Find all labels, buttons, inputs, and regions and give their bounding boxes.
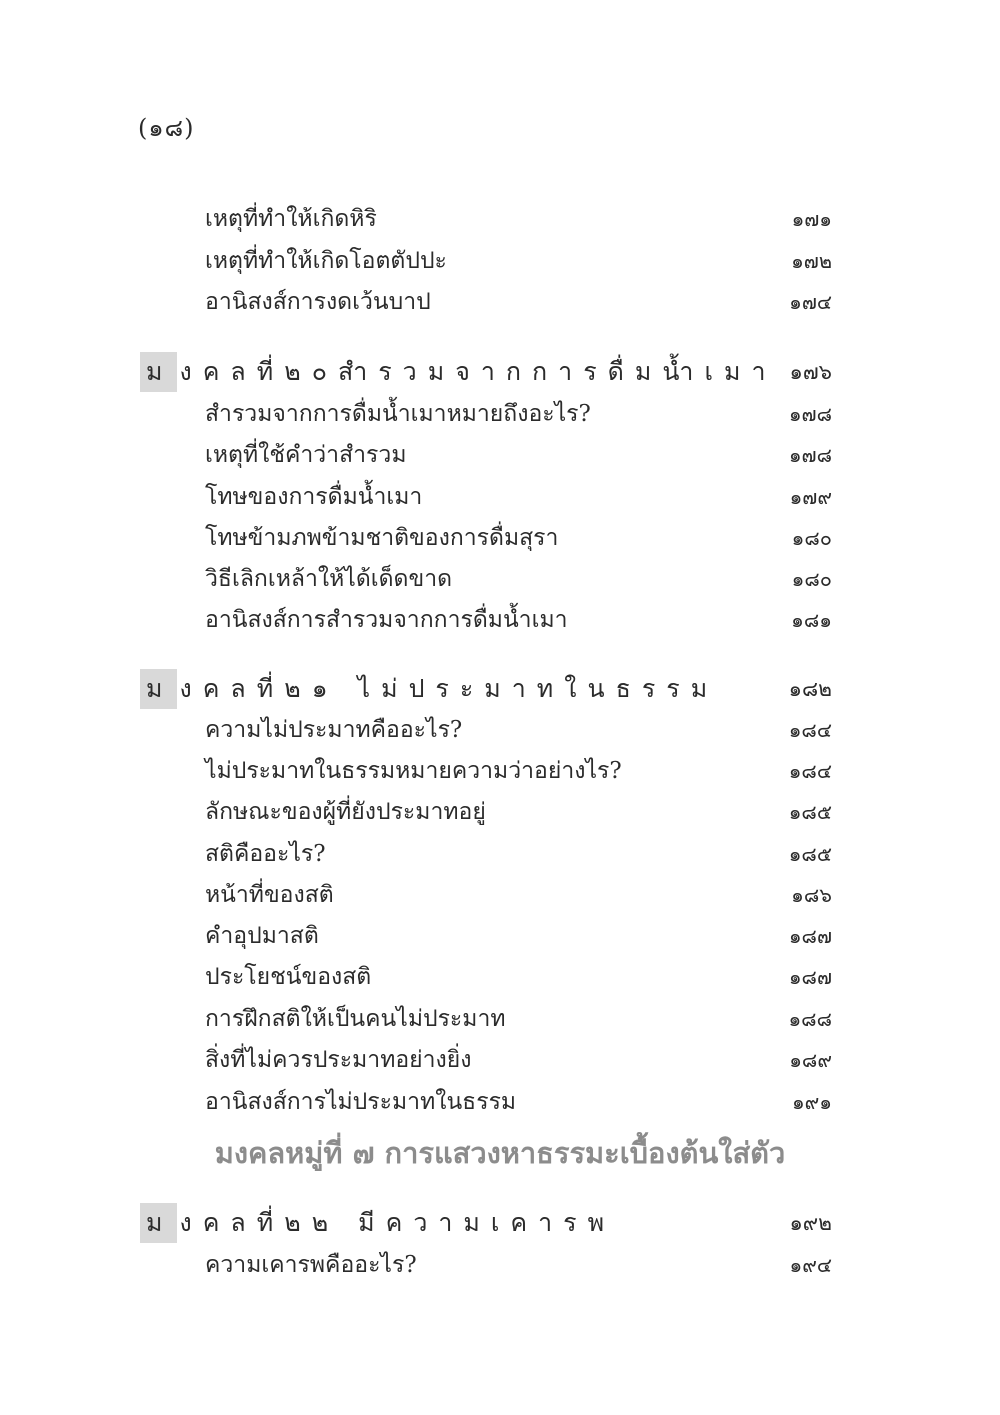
chapter-title-rest: งคลที่๒๐สำรวมจากการดื่มน้ำเมา <box>179 357 777 386</box>
chapter-page: ๑๗๖ <box>789 360 832 384</box>
toc-item-page: ๑๙๔ <box>789 1253 832 1277</box>
chapter-page: ๑๘๒ <box>788 677 832 701</box>
toc-item-page: ๑๘๘ <box>788 1007 832 1031</box>
toc-item[interactable] <box>0 280 1000 320</box>
toc-item[interactable] <box>0 1243 1000 1283</box>
toc-item-page: ๑๘๕ <box>788 842 832 866</box>
toc-item-page: ๑๘๑ <box>791 608 832 632</box>
toc-item[interactable] <box>0 749 1000 789</box>
toc-item-label: สิ่งที่ไม่ควรประมาทอย่างยิ่ง <box>205 1047 472 1073</box>
toc-item-page: ๑๘๙ <box>789 1048 832 1072</box>
toc-item[interactable] <box>0 433 1000 473</box>
toc-item[interactable] <box>0 557 1000 597</box>
toc-chapter-22[interactable] <box>0 1201 1000 1241</box>
toc-item-page: ๑๘๐ <box>791 567 832 591</box>
toc-item[interactable] <box>0 997 1000 1037</box>
toc-item-page: ๑๘๐ <box>791 526 832 550</box>
toc-item-page: ๑๗๘ <box>788 402 832 426</box>
chapter-title <box>140 352 777 392</box>
toc-item-label: หน้าที่ของสติ <box>205 882 334 908</box>
toc-item-label: การฝึกสติให้เป็นคนไม่ประมาท <box>205 1006 506 1032</box>
chapter-title <box>140 1203 615 1243</box>
toc-item-label: อานิสงส์การสำรวมจากการดื่มน้ำเมา <box>205 607 568 633</box>
toc-item-label: วิธีเลิกเหล้าให้ได้เด็ดขาด <box>205 566 453 592</box>
toc-item[interactable] <box>0 516 1000 556</box>
toc-item-page: ๑๘๗ <box>788 965 832 989</box>
toc-item[interactable] <box>0 197 1000 237</box>
chapter-initial: ม <box>140 1203 177 1243</box>
toc-item-page: ๑๗๘ <box>788 443 832 467</box>
toc-item-label: คำอุปมาสติ <box>205 923 319 949</box>
chapter-initial: ม <box>140 352 177 392</box>
toc-item[interactable] <box>0 914 1000 954</box>
toc-item-label: อานิสงส์การงดเว้นบาป <box>205 289 431 315</box>
toc-item-label: เหตุที่ทำให้เกิดหิริ <box>205 206 377 232</box>
toc-item[interactable] <box>0 392 1000 432</box>
chapter-initial: ม <box>140 669 177 709</box>
toc-item-page: ๑๘๔ <box>788 759 832 783</box>
toc-item[interactable] <box>0 873 1000 913</box>
toc-item-label: ความไม่ประมาทคืออะไร? <box>205 717 463 743</box>
toc-chapter-20[interactable] <box>0 350 1000 390</box>
toc-item[interactable] <box>0 955 1000 995</box>
group-heading: มงคลหมู่ที่ ๗ การแสวงหาธรรมะเบื้องต้นใส่ตัว <box>214 1136 786 1170</box>
toc-item[interactable] <box>0 1038 1000 1078</box>
toc-item[interactable] <box>0 790 1000 830</box>
toc-item-page: ๑๙๑ <box>791 1090 832 1114</box>
chapter-title-rest: งคลที่๒๑ ไม่ประมาทในธรรม <box>179 674 719 703</box>
toc-item-page: ๑๗๔ <box>789 290 832 314</box>
toc-item-page: ๑๗๙ <box>789 485 832 509</box>
toc-item-label: สติคืออะไร? <box>205 841 326 867</box>
toc-item-label: ความเคารพคืออะไร? <box>205 1252 417 1278</box>
toc-item-label: ไม่ประมาทในธรรมหมายความว่าอย่างไร? <box>205 758 622 784</box>
toc-item-label: ประโยชน์ของสติ <box>205 964 372 990</box>
chapter-title-rest: งคลที่๒๒ มีความเคารพ <box>179 1208 616 1237</box>
chapter-page: ๑๙๒ <box>789 1211 832 1235</box>
chapter-title <box>140 669 718 709</box>
toc-item-label: โทษข้ามภพข้ามชาติของการดื่มสุรา <box>205 525 559 551</box>
toc-item-page: ๑๗๑ <box>791 207 832 231</box>
toc-item[interactable] <box>0 708 1000 748</box>
toc-item[interactable] <box>0 832 1000 872</box>
toc-item-page: ๑๗๒ <box>791 249 832 273</box>
toc-item-page: ๑๘๗ <box>788 924 832 948</box>
toc-item-page: ๑๘๔ <box>788 718 832 742</box>
page-number: (๑๘) <box>138 114 195 142</box>
toc-item-label: โทษของการดื่มน้ำเมา <box>205 484 423 510</box>
toc-item-label: ลักษณะของผู้ที่ยังประมาทอยู่ <box>205 799 486 825</box>
toc-item-label: อานิสงส์การไม่ประมาทในธรรม <box>205 1089 517 1115</box>
toc-item-page: ๑๘๕ <box>788 800 832 824</box>
toc-chapter-21[interactable] <box>0 667 1000 707</box>
toc-item[interactable] <box>0 598 1000 638</box>
toc-item-page: ๑๘๖ <box>791 883 832 907</box>
toc-item-label: สำรวมจากการดื่มน้ำเมาหมายถึงอะไร? <box>205 401 591 427</box>
toc-item-label: เหตุที่ใช้คำว่าสำรวม <box>205 442 407 468</box>
toc-item[interactable] <box>0 475 1000 515</box>
toc-item-label: เหตุที่ทำให้เกิดโอตตัปปะ <box>205 248 447 274</box>
toc-item[interactable] <box>0 1080 1000 1120</box>
toc-item[interactable] <box>0 239 1000 279</box>
